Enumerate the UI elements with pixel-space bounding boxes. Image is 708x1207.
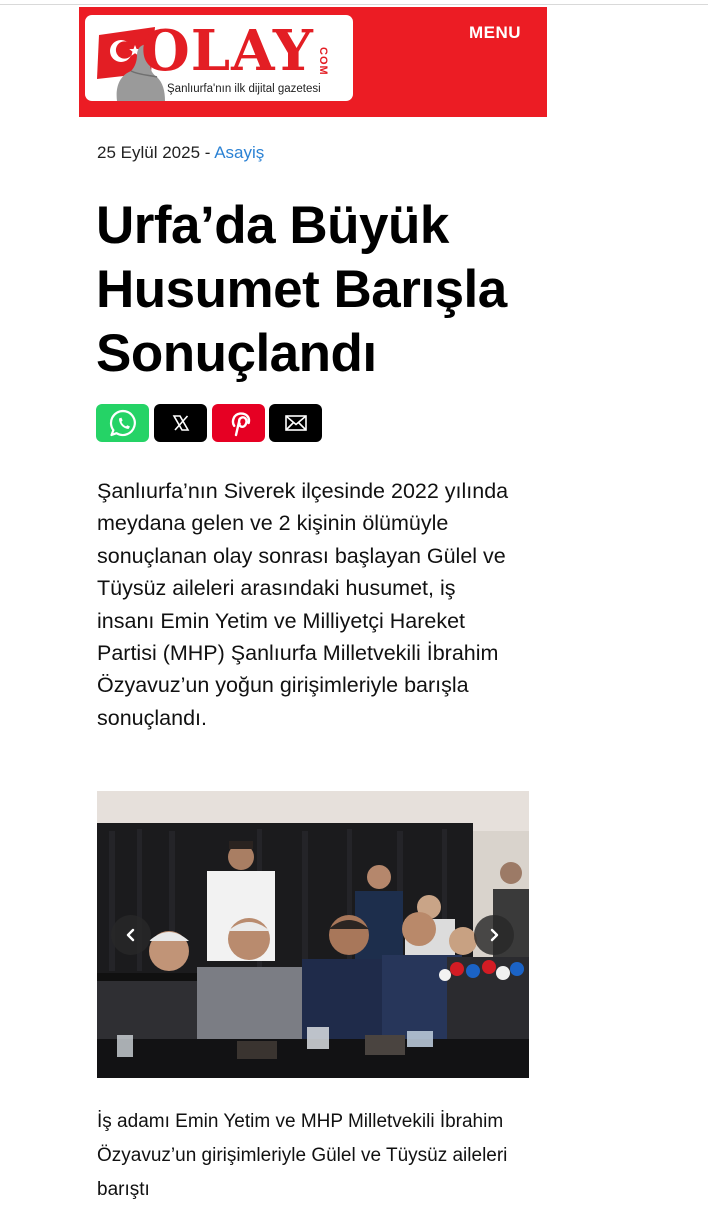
x-icon	[171, 404, 191, 442]
share-x-button[interactable]	[154, 404, 207, 442]
meta-separator: -	[200, 143, 215, 162]
share-email-button[interactable]	[269, 404, 322, 442]
share-whatsapp-button[interactable]	[96, 404, 149, 442]
article-meta	[97, 143, 264, 163]
category-link[interactable]: Asayiş	[214, 143, 265, 162]
article-photo[interactable]	[97, 791, 529, 1078]
press-conference-photo	[97, 791, 529, 1078]
logo-wordmark: OLAY	[141, 18, 314, 84]
logo-suffix: COM	[317, 47, 329, 76]
gallery-next-button[interactable]	[474, 915, 514, 955]
pinterest-icon	[227, 404, 251, 442]
chevron-right-icon	[487, 928, 501, 942]
article-lead: Şanlıurfa’nın Siverek ilçesinde 2022 yılında meydana gelen ve 2 kişinin ölümüyle sonuçlanan olay sonrası başlayan Gülel ve Tüysüz aileleri arasındaki husumet, iş insanı Emin Yetim ve Milliyetçi Hareket Partisi (MHP) Şanlıurfa Milletvekili İbrahim Özyavuz’un yoğun girişimleriyle barışla sonuçlandı.	[97, 479, 509, 730]
menu-button[interactable]: MENU	[469, 23, 522, 42]
share-pinterest-button[interactable]	[212, 404, 265, 442]
article-date: 25 Eylül 2025	[97, 143, 201, 162]
chevron-left-icon	[124, 928, 138, 942]
top-divider	[0, 4, 708, 5]
photo-caption: İş adamı Emin Yetim ve MHP Milletvekili İbrahim Özyavuz’un girişimleriyle Gülel ve Tüysüz aileleri barıştı	[97, 1111, 508, 1200]
mail-icon	[284, 404, 308, 442]
article-title: Urfa’da Büyük Husumet Barışla Sonuçlandı	[96, 196, 507, 383]
whatsapp-icon	[108, 404, 138, 442]
site-header	[79, 7, 547, 117]
logo-tagline: Şanlıurfa'nın ilk dijital gazetesi	[167, 83, 321, 95]
gallery-prev-button[interactable]	[111, 915, 151, 955]
site-logo[interactable]	[85, 15, 353, 101]
